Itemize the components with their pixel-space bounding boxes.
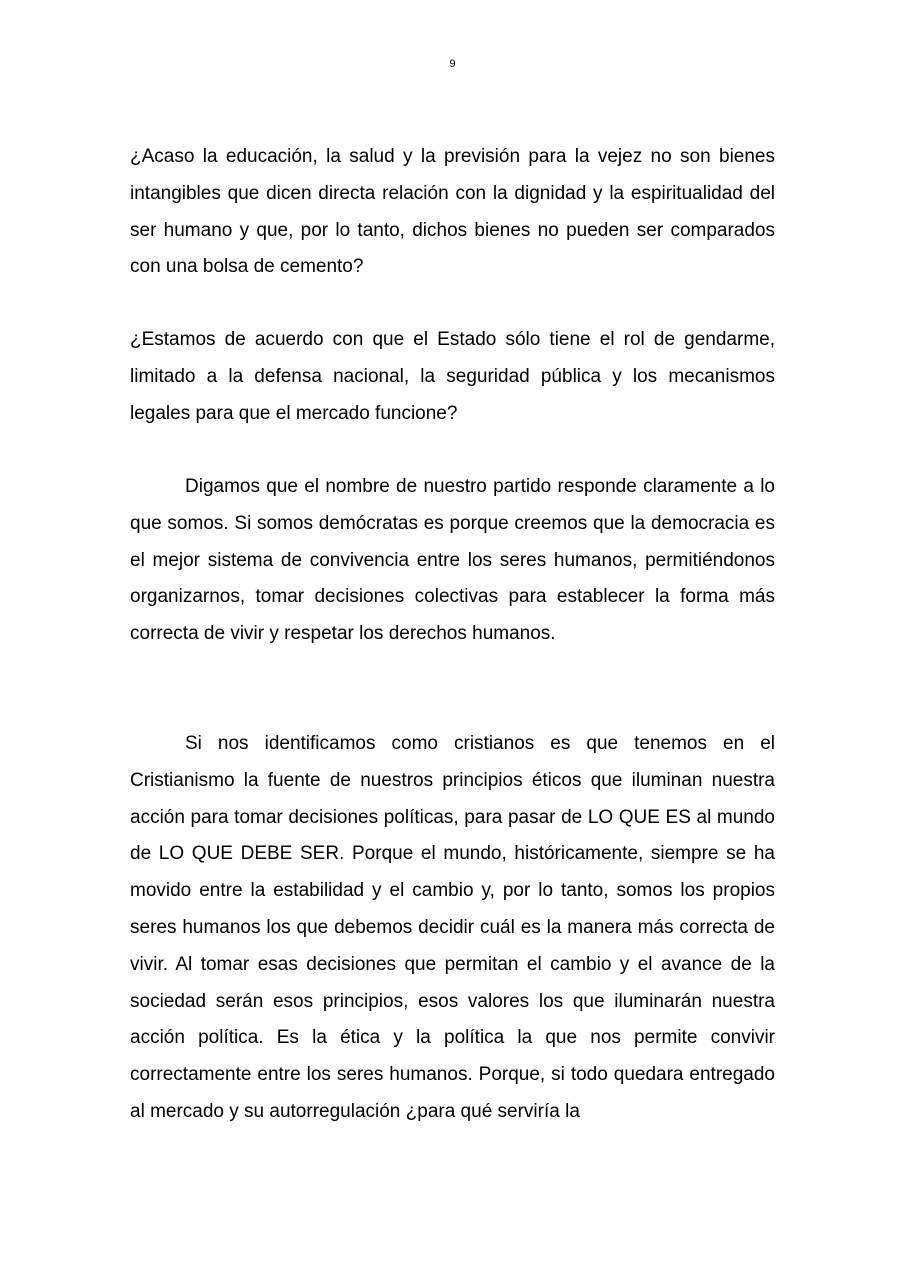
- paragraph-christians: Si nos identificamos como cristianos es que tenemos en el Cristianismo la fuente de nuestros principios éticos que iluminan nuestra acción para tomar decisiones políticas, para pasar de LO QUE ES al mundo de LO QUE DEBE SER. Porque el mundo, históricamente, siempre se ha movido entre la estabilidad y el cambio y, por lo tanto, somos los propios seres humanos los que debemos decidir cuál es la manera más correcta de vivir. Al tomar esas decisiones que permitan el cambio y el avance de la sociedad serán esos principios, esos valores los que iluminarán nuestra acción política. Es la ética y la política la que nos permite convivir correctamente entre los seres humanos. Porque, si todo quedara entregado al mercado y su autorregulación ¿para qué serviría la: [130, 733, 775, 1122]
- paragraph-state-role-question: ¿Estamos de acuerdo con que el Estado sólo tiene el rol de gendarme, limitado a la defensa nacional, la seguridad pública y los mecanismos legales para que el mercado funcione?: [130, 329, 775, 424]
- paragraph-democrats: Digamos que el nombre de nuestro partido responde claramente a lo que somos. Si somos demócratas es porque creemos que la democracia es el mejor sistema de convivencia entre los seres humanos, permitiéndonos organizarnos, tomar decisiones colectivas para establecer la forma más correcta de vivir y respetar los derechos humanos.: [130, 476, 775, 645]
- paragraph-education-question: ¿Acaso la educación, la salud y la previsión para la vejez no son bienes intangibles que dicen directa relación con la dignidad y la espiritualidad del ser humano y que, por lo tanto, dichos bienes no pueden ser comparados con una bolsa de cemento?: [130, 146, 775, 278]
- page-number: 9: [449, 58, 456, 70]
